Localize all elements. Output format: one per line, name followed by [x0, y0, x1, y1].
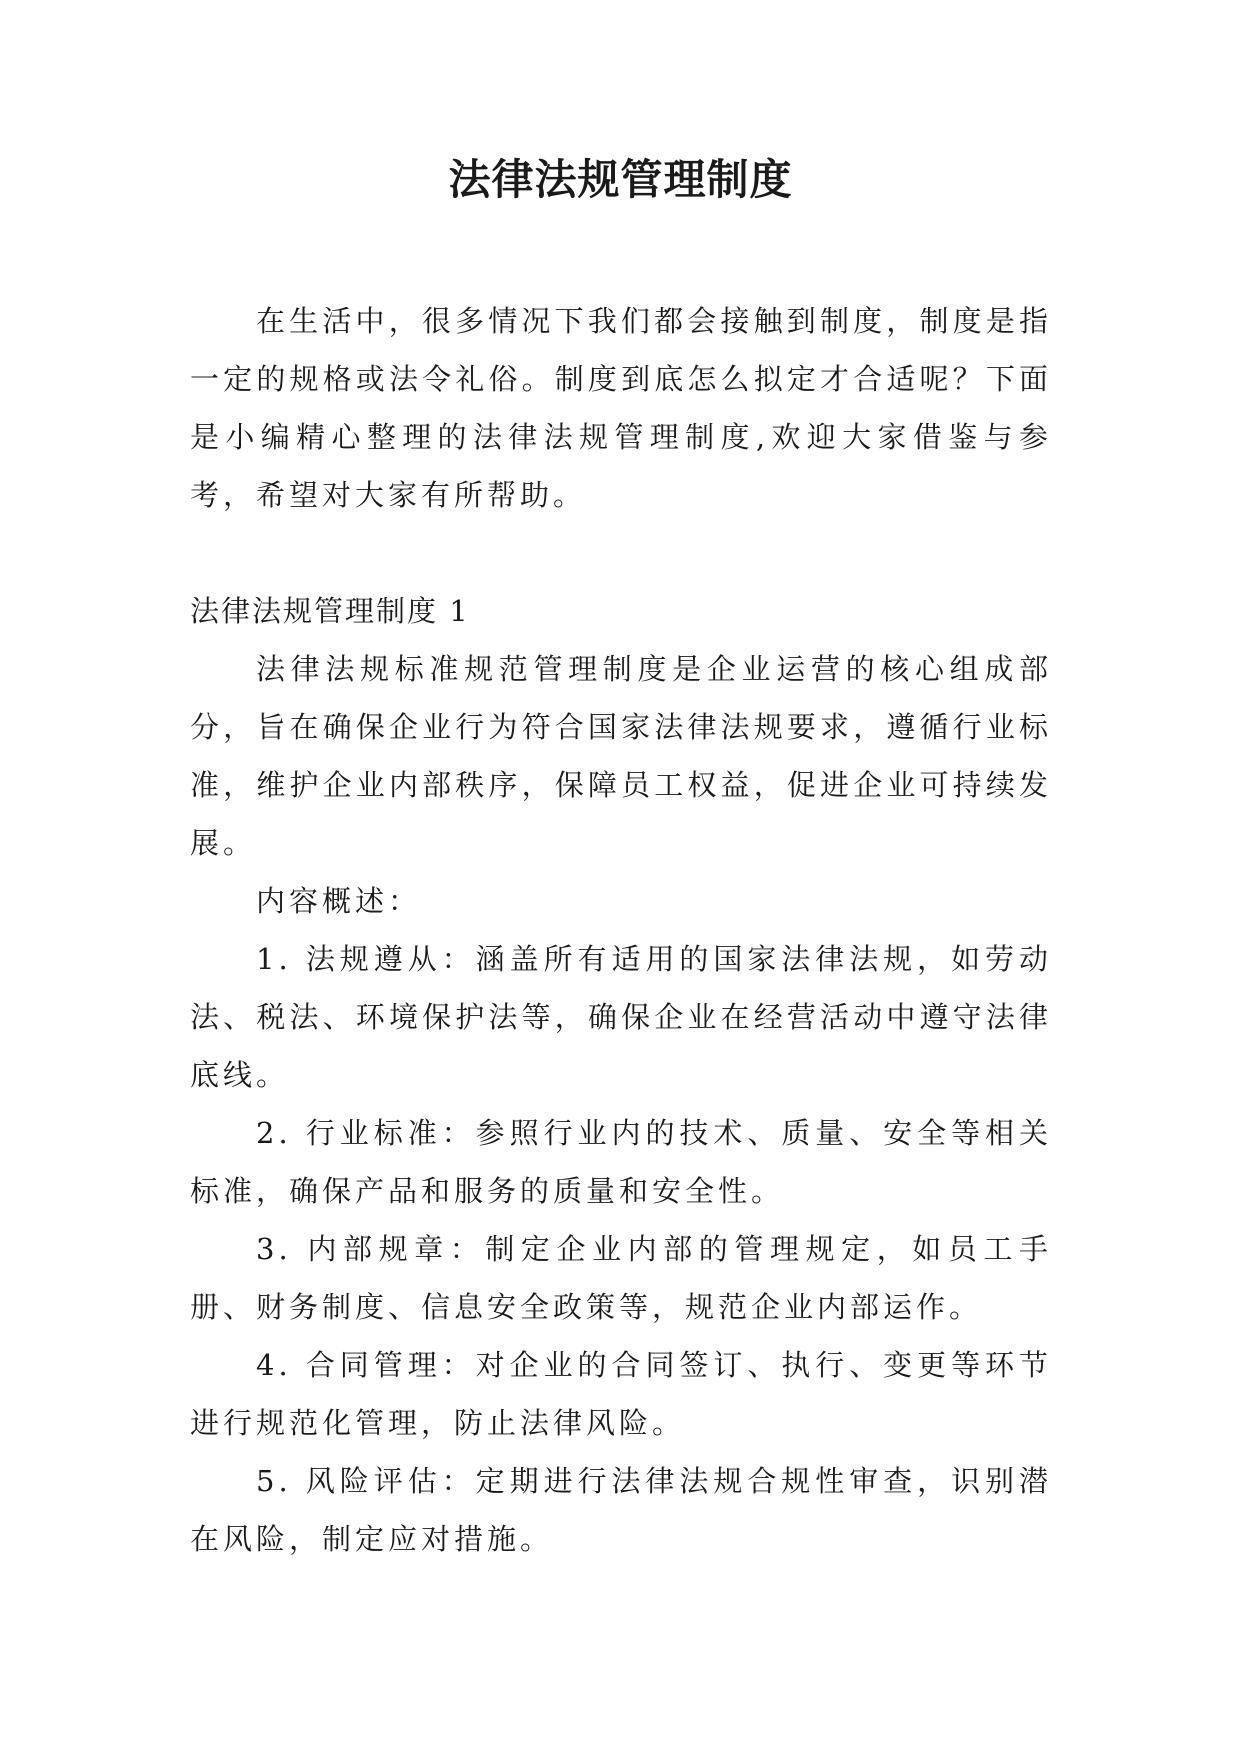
intro-paragraph: 在生活中，很多情况下我们都会接触到制度，制度是指一定的规格或法令礼俗。制度到底怎么拟定才合适呢？下面是小编精心整理的法律法规管理制度,欢迎大家借鉴与参考，希望对大家有所帮助。 [190, 304, 1052, 512]
section-paragraph: 法律法规标准规范管理制度是企业运营的核心组成部分，旨在确保企业行为符合国家法律法规要求，遵循行业标准，维护企业内部秩序，保障员工权益，促进企业可持续发展。 [190, 652, 1052, 860]
list-item: 5. 风险评估：定期进行法律法规合规性审查，识别潜在风险，制定应对措施。 [190, 1464, 1052, 1556]
document-title: 法律法规管理制度 [448, 155, 793, 204]
list-item: 2. 行业标准：参照行业内的技术、质量、安全等相关标准，确保产品和服务的质量和安全性。 [190, 1116, 1052, 1208]
section-paragraph: 内容概述： [256, 884, 422, 918]
list-item: 1. 法规遵从：涵盖所有适用的国家法律法规，如劳动法、税法、环境保护法等，确保企业在经营活动中遵守法律底线。 [190, 942, 1052, 1092]
list-item: 4. 合同管理：对企业的合同签订、执行、变更等环节进行规范化管理，防止法律风险。 [190, 1348, 1052, 1440]
list-item: 3. 内部规章：制定企业内部的管理规定，如员工手册、财务制度、信息安全政策等，规范企业内部运作。 [190, 1232, 1052, 1324]
section-heading: 法律法规管理制度 1 [190, 594, 470, 628]
document-body [190, 292, 1052, 1568]
